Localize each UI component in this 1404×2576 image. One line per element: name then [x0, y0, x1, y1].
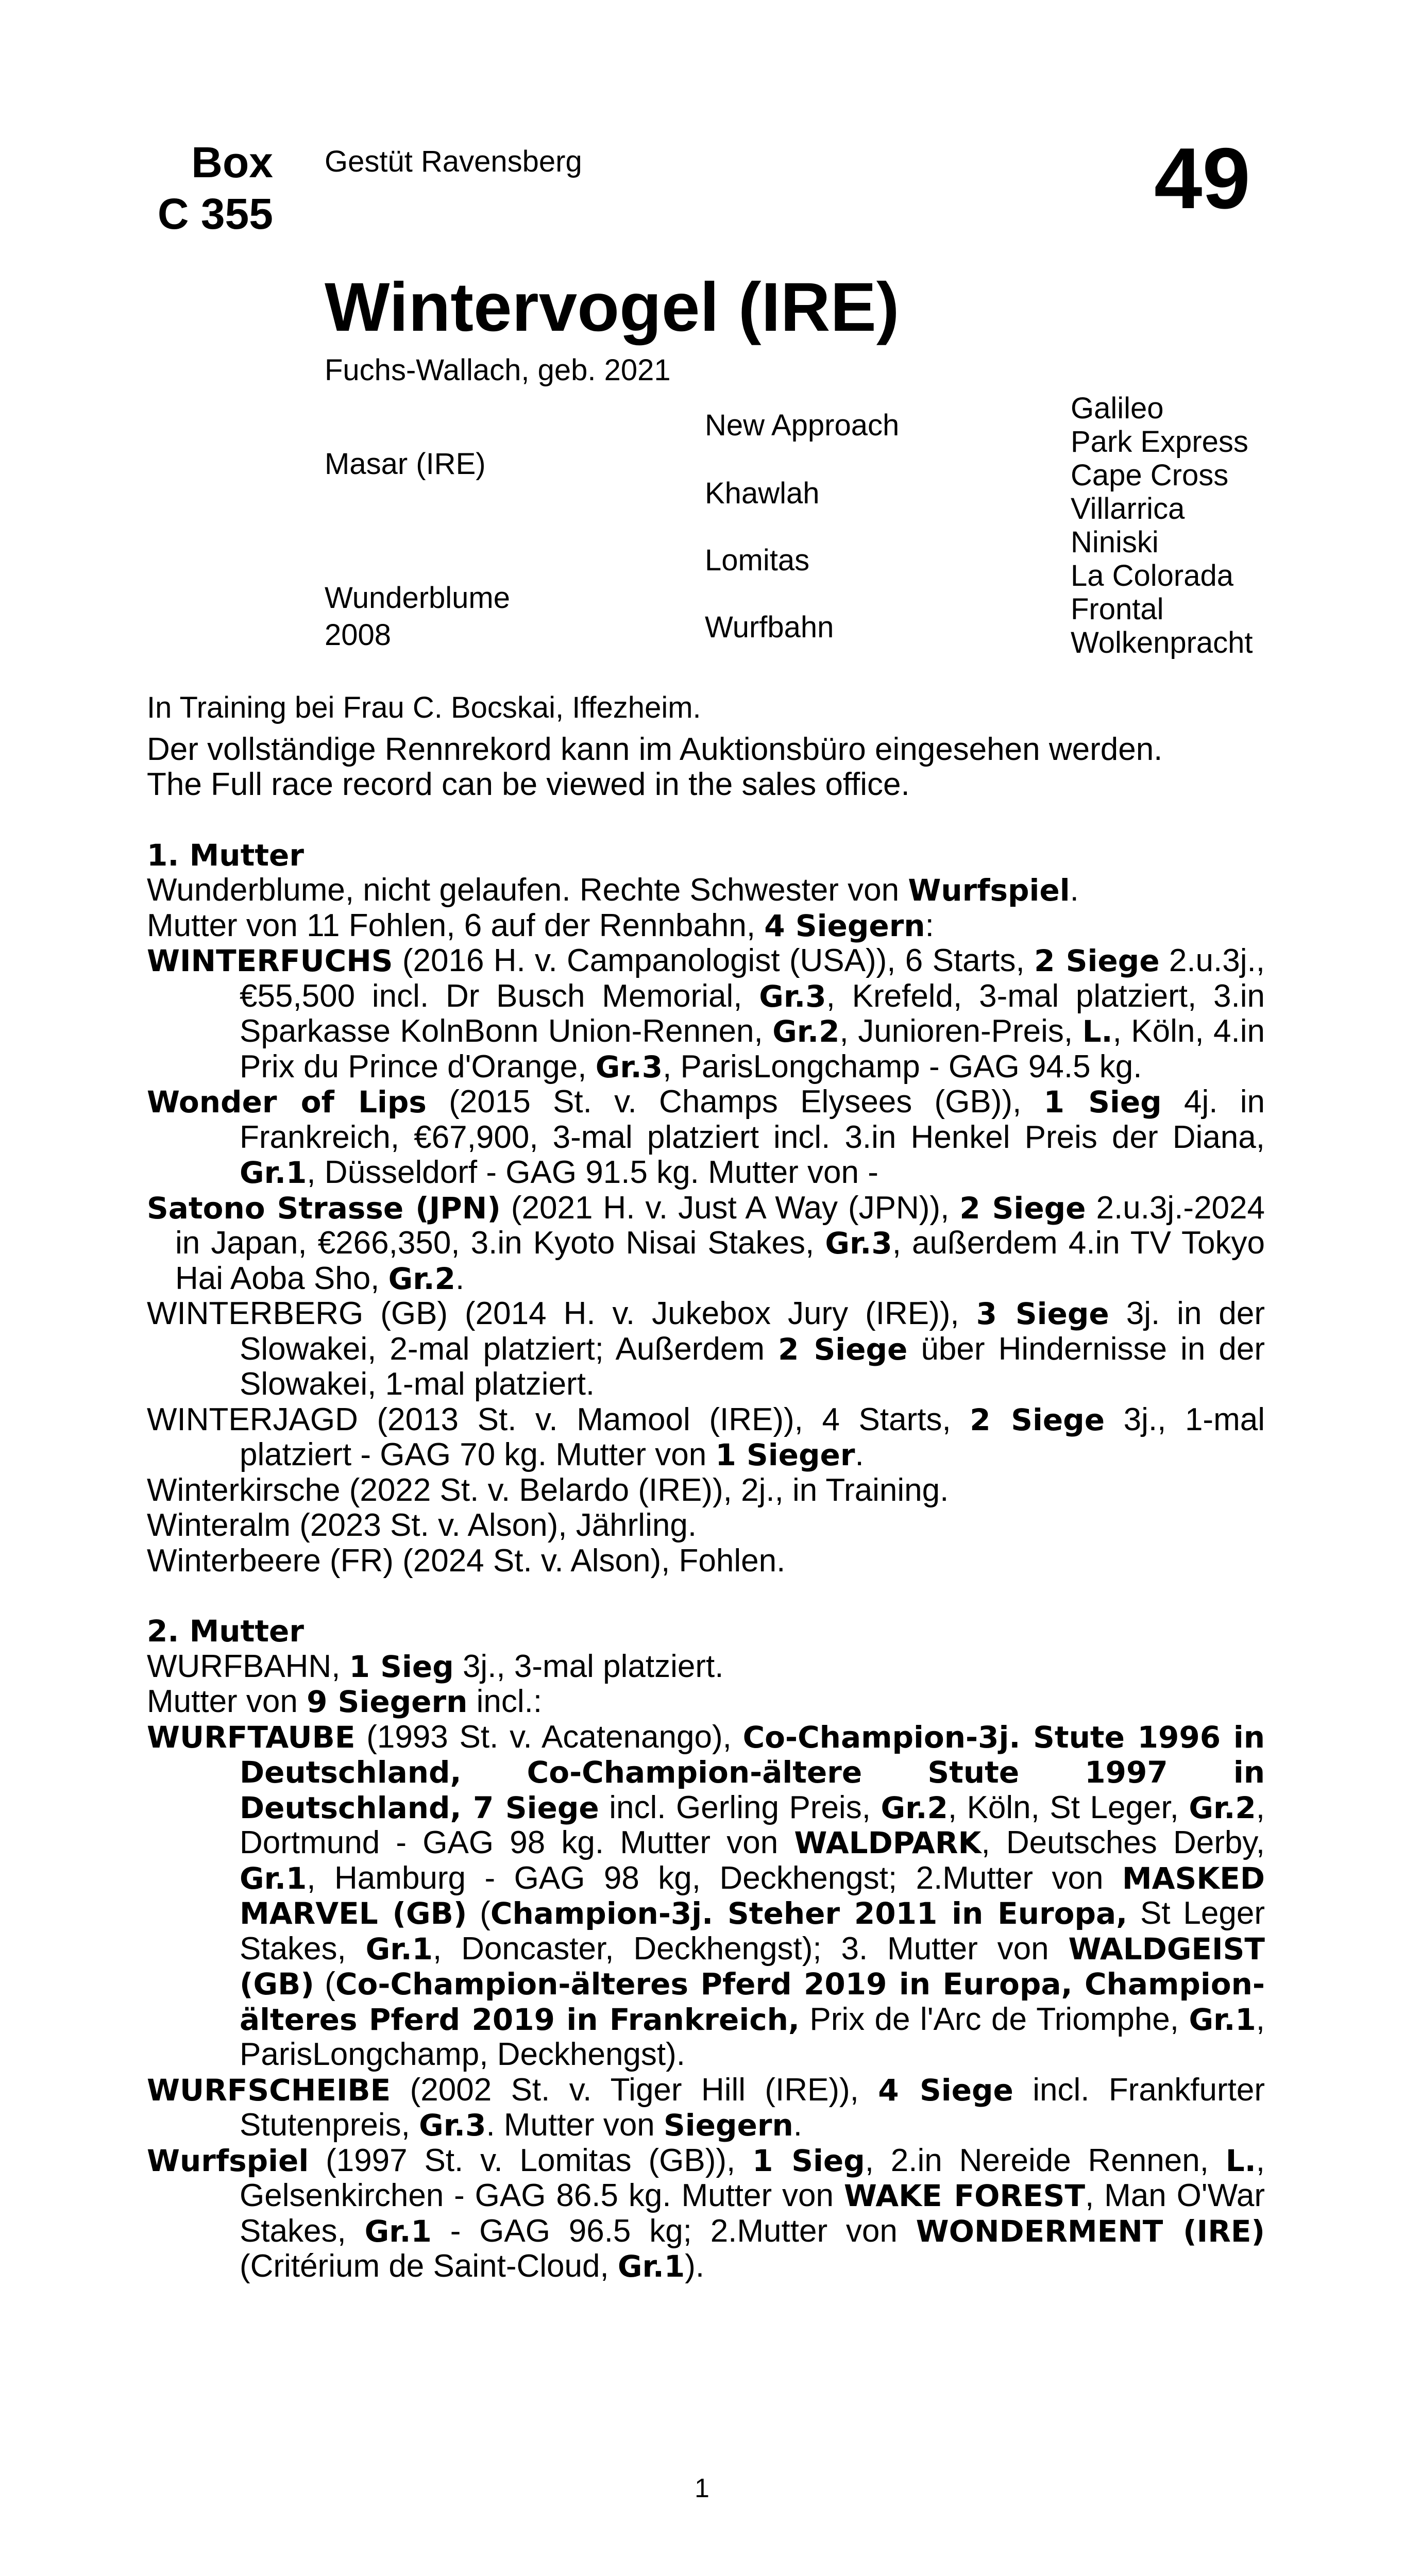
pedigree-great-grandparent: Cape Cross: [1071, 459, 1229, 492]
catalogue-body: [147, 690, 1265, 2284]
second-dam-produce-summary: Mutter von 9 Siegern incl.:: [147, 1684, 543, 1719]
pedigree-great-grandparent: Galileo: [1071, 392, 1164, 425]
produce-sub-entry: Satono Strasse (JPN) (2021 H. v. Just A Way (JPN)), 2 Siege 2.u.3j.-2024 in Japan, €266,350, 3.in Kyoto Nisai Stakes, Gr.3, außerdem 4.in TV Tokyo Hai Aoba Sho, Gr.2.: [147, 1190, 1265, 1296]
pedigree-dam-year: 2008: [325, 618, 392, 652]
produce-entry: Winterbeere (FR) (2024 St. v. Alson), Fohlen.: [147, 1543, 786, 1579]
horse-name: Wintervogel (IRE): [325, 269, 900, 346]
pedigree-great-grandparent: Villarrica: [1071, 492, 1185, 526]
record-note-en: The Full race record can be viewed in the sales office.: [147, 767, 910, 802]
produce-entry: WURFSCHEIBE (2002 St. v. Tiger Hill (IRE)), 4 Siege incl. Frankfurter Stutenpreis, Gr.3. Mutter von Siegern.: [147, 2072, 1265, 2143]
horse-description: Fuchs-Wallach, geb. 2021: [325, 353, 671, 387]
pedigree-great-grandparent: Wolkenpracht: [1071, 626, 1253, 659]
box-label: [119, 137, 273, 240]
pedigree-grandparent: Khawlah: [705, 477, 820, 510]
record-note-de: Der vollständige Rennrekord kann im Auktionsbüro eingesehen werden.: [147, 731, 1163, 767]
second-dam-heading: 2. Mutter: [147, 1614, 304, 1649]
pedigree-grandparent: Wurfbahn: [705, 611, 834, 644]
page-number: 1: [695, 2473, 709, 2503]
pedigree-grandparent: New Approach: [705, 409, 900, 442]
produce-entry: WINTERJAGD (2013 St. v. Mamool (IRE)), 4 Starts, 2 Siege 3j., 1-mal platziert - GAG 70 kg. Mutter von 1 Sieger.: [147, 1401, 1265, 1472]
produce-entry: Wurfspiel (1997 St. v. Lomitas (GB)), 1 Sieg, 2.in Nereide Rennen, L., Gelsenkirchen - GAG 86.5 kg. Mutter von WAKE FOREST, Man O'War Stakes, Gr.1 - GAG 96.5 kg; 2.Mutter von WONDERMENT (IRE) (Critérium de Saint-Cloud, Gr.1).: [147, 2142, 1265, 2284]
produce-entry: WINTERBERG (GB) (2014 H. v. Jukebox Jury (IRE)), 3 Siege 3j. in der Slowakei, 2-mal platziert; Außerdem 2 Siege über Hindernisse in der Slowakei, 1-mal platziert.: [147, 1296, 1265, 1402]
pedigree-great-grandparent: Frontal: [1071, 592, 1164, 626]
produce-entry: WINTERFUCHS (2016 H. v. Campanologist (USA)), 6 Starts, 2 Siege 2.u.3j., €55,500 incl. Dr Busch Memorial, Gr.3, Krefeld, 3-mal platziert, 3.in Sparkasse KolnBonn Union-Rennen, Gr.2, Junioren-Preis, L., Köln, 4.in Prix du Prince d'Orange, Gr.3, ParisLongchamp - GAG 94.5 kg.: [147, 943, 1265, 1084]
box-label-line2: C 355: [157, 190, 273, 238]
produce-entry: Winterkirsche (2022 St. v. Belardo (IRE)), 2j., in Training.: [147, 1472, 949, 1508]
produce-entry: Wonder of Lips (2015 St. v. Champs Elysees (GB)), 1 Sieg 4j. in Frankreich, €67,900, 3-mal platziert incl. 3.in Henkel Preis der Diana, Gr.1, Düsseldorf - GAG 91.5 kg. Mutter von -: [147, 1084, 1265, 1190]
first-dam-line: Wunderblume, nicht gelaufen. Rechte Schwester von Wurfspiel.: [147, 872, 1079, 908]
box-label-line1: Box: [191, 138, 273, 187]
first-dam-heading: 1. Mutter: [147, 837, 304, 873]
first-dam-produce-summary: Mutter von 11 Fohlen, 6 auf der Rennbahn, 4 Siegern:: [147, 907, 934, 943]
pedigree-great-grandparent: Park Express: [1071, 425, 1248, 459]
pedigree-great-grandparent: Niniski: [1071, 526, 1159, 559]
second-dam-line: WURFBAHN, 1 Sieg 3j., 3-mal platziert.: [147, 1648, 724, 1684]
pedigree-grandparent: Lomitas: [705, 544, 810, 577]
produce-entry: WURFTAUBE (1993 St. v. Acatenango), Co-Champion-3j. Stute 1996 in Deutschland, Co-Champion-ältere Stute 1997 in Deutschland, 7 Siege incl. Gerling Preis, Gr.2, Köln, St Leger, Gr.2, Dortmund - GAG 98 kg. Mutter von WALDPARK, Deutsches Derby, Gr.1, Hamburg - GAG 98 kg, Deckhengst; 2.Mutter von MASKED MARVEL (GB) (Champion-3j. Steher 2011 in Europa, St Leger Stakes, Gr.1, Doncaster, Deckhengst); 3. Mutter von WALDGEIST (GB) (Co-Champion-älteres Pferd 2019 in Europa, Champion-älteres Pferd 2019 in Frankreich, Prix de l'Arc de Triomphe, Gr.1, ParisLongchamp, Deckhengst).: [147, 1719, 1265, 2072]
training-note: In Training bei Frau C. Bocskai, Iffezheim.: [147, 691, 701, 724]
pedigree-great-grandparent: La Colorada: [1071, 559, 1233, 592]
lot-number: 49: [1154, 130, 1250, 227]
pedigree-dam: Wunderblume: [325, 581, 511, 615]
stud-name: Gestüt Ravensberg: [325, 145, 582, 178]
pedigree-sire: Masar (IRE): [325, 447, 486, 481]
produce-entry: Winteralm (2023 St. v. Alson), Jährling.: [147, 1507, 697, 1543]
